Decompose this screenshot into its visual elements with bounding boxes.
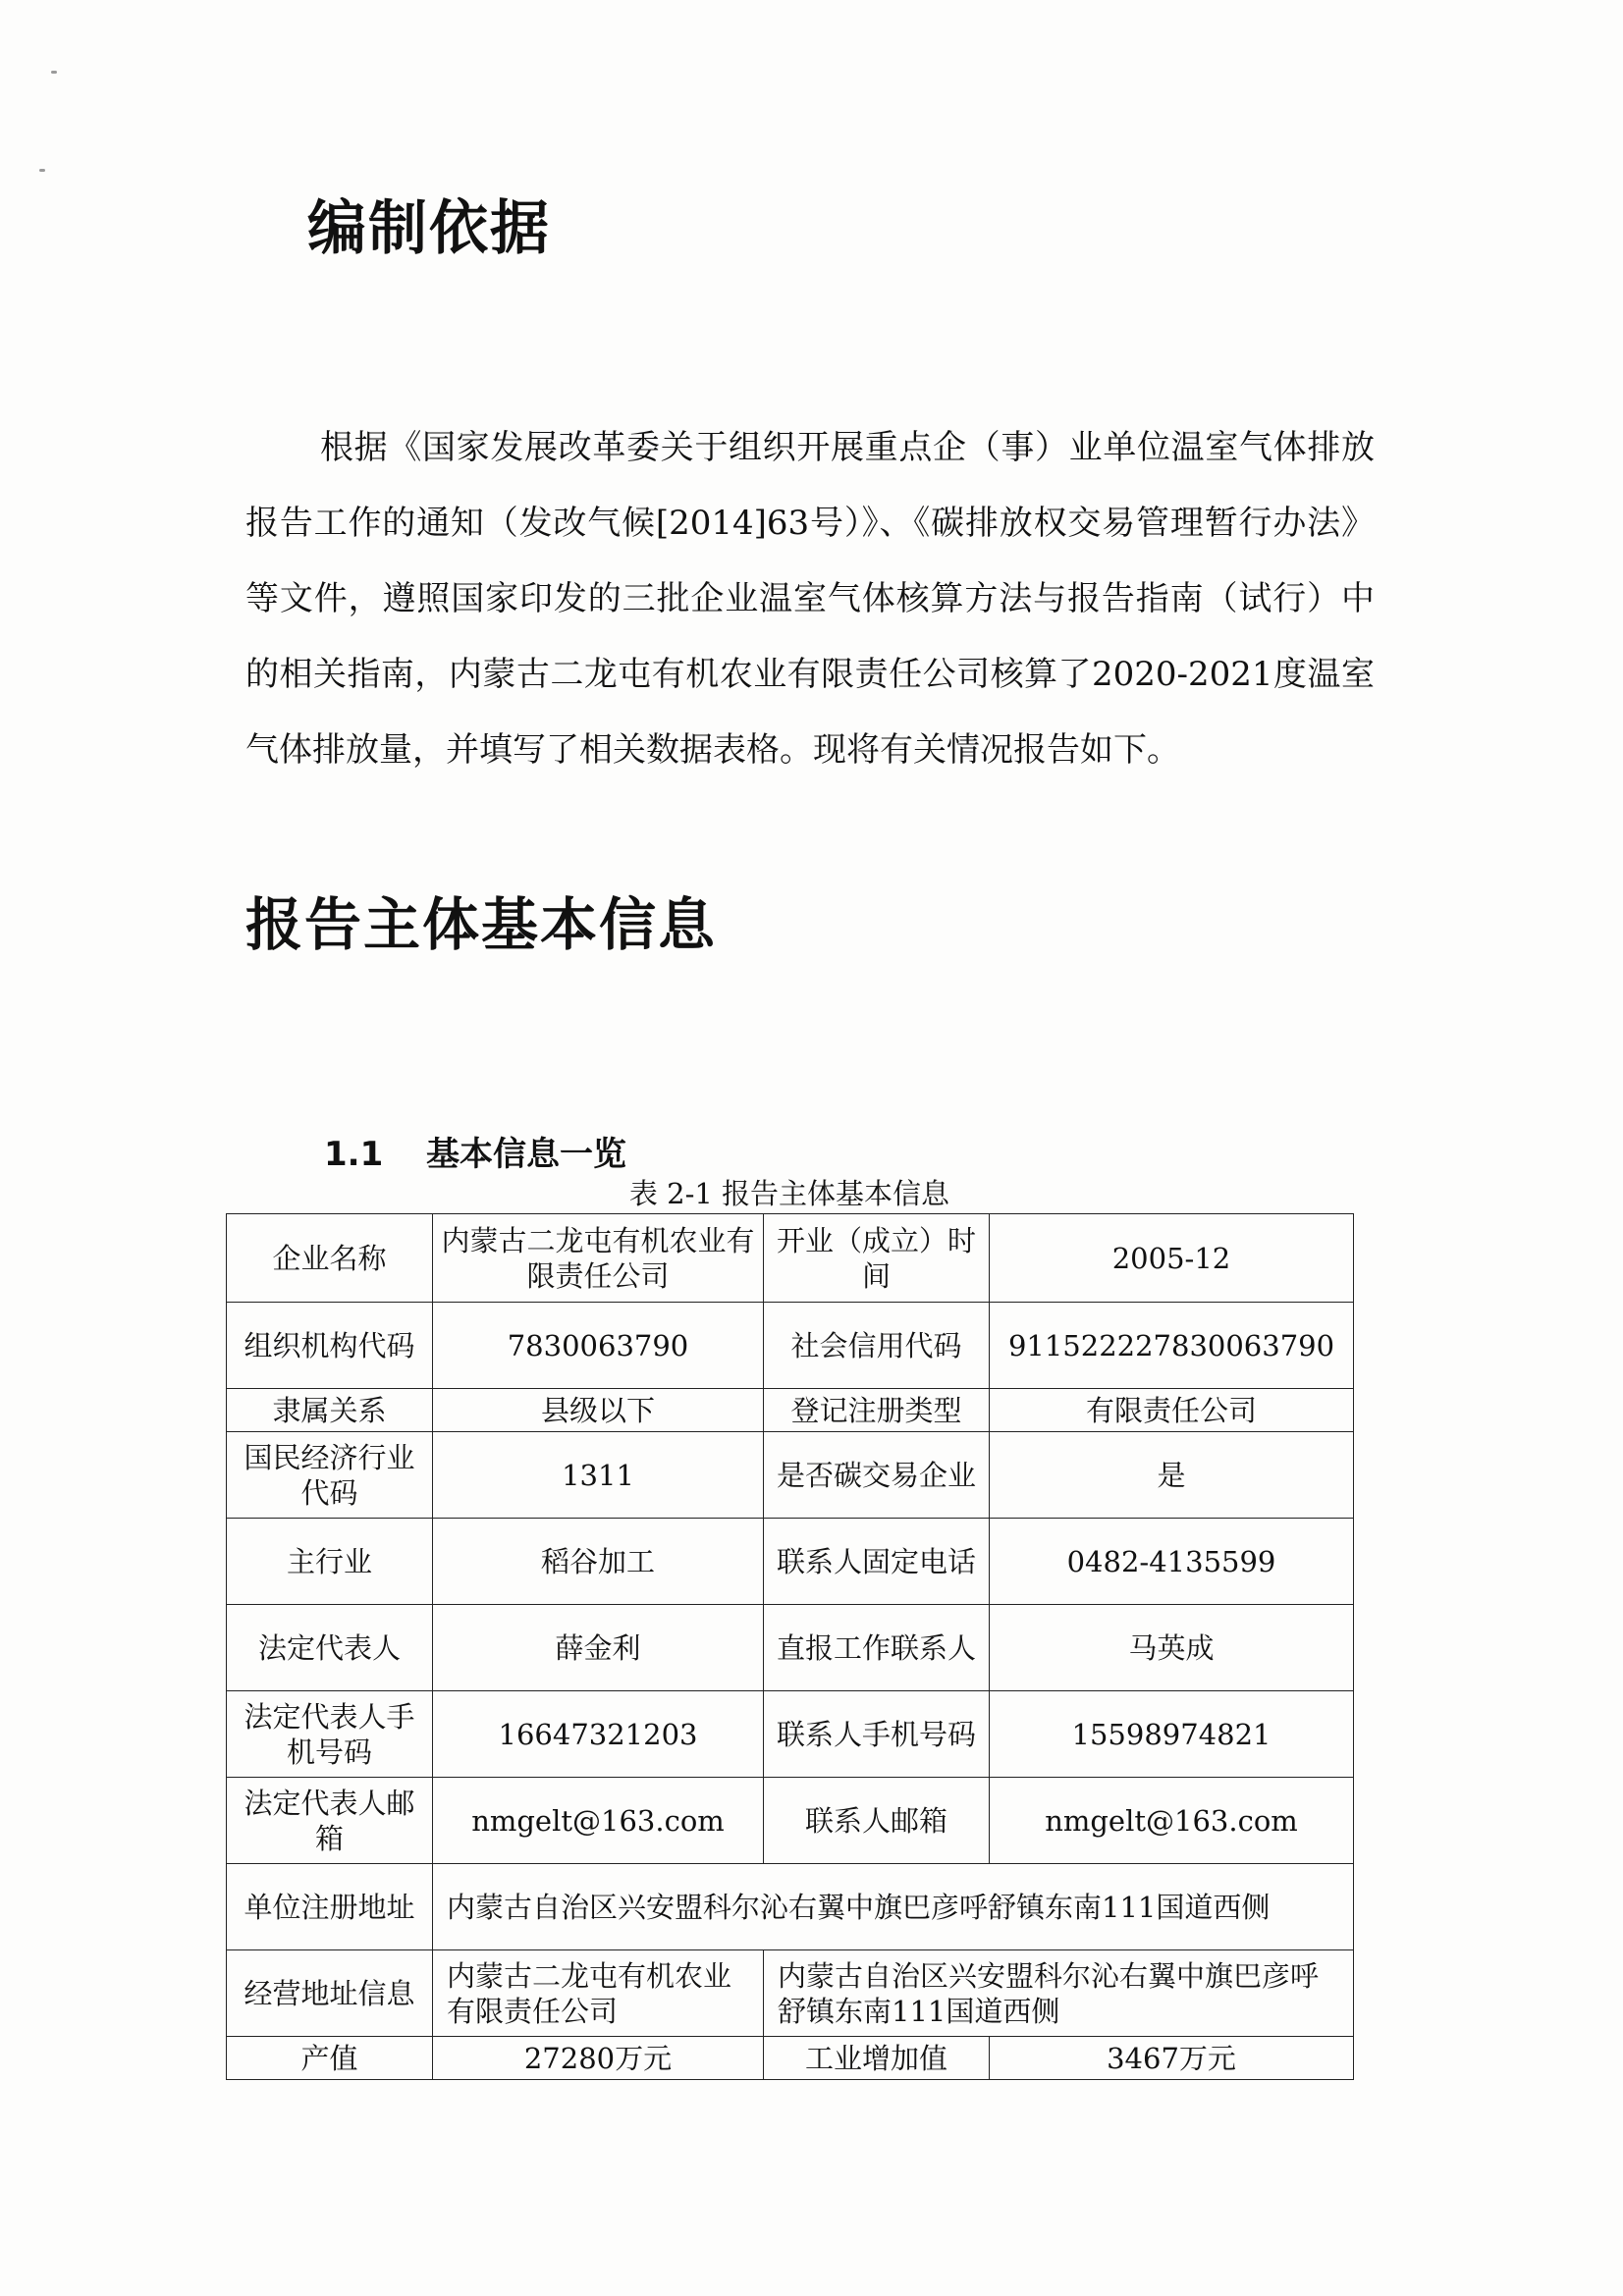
- heading-subject-info: 报告主体基本信息: [245, 891, 718, 958]
- label-cell: 产值: [227, 2037, 433, 2080]
- heading-basis: 编制依据: [307, 194, 551, 263]
- table-row: [227, 1950, 1354, 2037]
- label-cell: 社会信用代码: [764, 1303, 990, 1389]
- label-cell: 法定代表人手机号码: [227, 1691, 433, 1778]
- label-cell: 组织机构代码: [227, 1303, 433, 1389]
- value-cell: nmgelt@163.com: [433, 1778, 764, 1864]
- label-cell: 是否碳交易企业: [764, 1432, 990, 1519]
- table-row: [227, 1389, 1354, 1432]
- value-cell: 是: [990, 1432, 1354, 1519]
- scan-speck: [51, 71, 57, 74]
- value-cell: 15598974821: [990, 1691, 1354, 1778]
- registered-address-value: 内蒙古自治区兴安盟科尔沁右翼中旗巴彦呼舒镇东南111国道西侧: [433, 1864, 1354, 1950]
- value-cell: 稻谷加工: [433, 1519, 764, 1605]
- label-cell: 联系人邮箱: [764, 1778, 990, 1864]
- label-cell: 开业（成立）时间: [764, 1214, 990, 1303]
- scan-speck: [39, 169, 45, 172]
- label-cell: 工业增加值: [764, 2037, 990, 2080]
- subsection-heading: [324, 1127, 626, 1175]
- table-row: [227, 1519, 1354, 1605]
- label-cell: 经营地址信息: [227, 1950, 433, 2037]
- basis-paragraph: 根据《国家发展改革委关于组织开展重点企（事）业单位温室气体排放报告工作的通知（发改气候[2014]63号）》、《碳排放权交易管理暂行办法》等文件，遵照国家印发的三批企业温室气体核算方法与报告指南（试行）中的相关指南，内蒙古二龙屯有机农业有限责任公司核算了2020-2021度温室气体排放量，并填写了相关数据表格。现将有关情况报告如下。: [245, 428, 1375, 770]
- value-cell: 马英成: [990, 1605, 1354, 1691]
- business-address-value: 内蒙古自治区兴安盟科尔沁右翼中旗巴彦呼舒镇东南111国道西侧: [764, 1950, 1354, 2037]
- label-cell: 法定代表人邮箱: [227, 1778, 433, 1864]
- label-cell: 隶属关系: [227, 1389, 433, 1432]
- value-cell: 有限责任公司: [990, 1389, 1354, 1432]
- table-row: [227, 2037, 1354, 2080]
- value-cell: 3467万元: [990, 2037, 1354, 2080]
- label-cell: 国民经济行业代码: [227, 1432, 433, 1519]
- table-row: [227, 1214, 1354, 1303]
- label-cell: 联系人固定电话: [764, 1519, 990, 1605]
- table-caption: 表 2-1 报告主体基本信息: [628, 1177, 950, 1210]
- label-cell: 法定代表人: [227, 1605, 433, 1691]
- label-cell: 单位注册地址: [227, 1864, 433, 1950]
- label-cell: 主行业: [227, 1519, 433, 1605]
- label-cell: 登记注册类型: [764, 1389, 990, 1432]
- value-cell: 1311: [433, 1432, 764, 1519]
- value-cell: 16647321203: [433, 1691, 764, 1778]
- business-address-company: 内蒙古二龙屯有机农业有限责任公司: [433, 1950, 764, 2037]
- table-row: [227, 1432, 1354, 1519]
- label-cell: 企业名称: [227, 1214, 433, 1303]
- table-row: [227, 1778, 1354, 1864]
- subsection-title: 基本信息一览: [426, 1135, 626, 1174]
- table-row: [227, 1864, 1354, 1950]
- value-cell: 2005-12: [990, 1214, 1354, 1303]
- table-row: [227, 1605, 1354, 1691]
- basic-info-table: [226, 1213, 1354, 2080]
- value-cell: 内蒙古二龙屯有机农业有限责任公司: [433, 1214, 764, 1303]
- value-cell: 7830063790: [433, 1303, 764, 1389]
- value-cell: 县级以下: [433, 1389, 764, 1432]
- label-cell: 直报工作联系人: [764, 1605, 990, 1691]
- value-cell: 911522227830063790: [990, 1303, 1354, 1389]
- subsection-number: 1.1: [324, 1135, 384, 1174]
- label-cell: 联系人手机号码: [764, 1691, 990, 1778]
- table-row: [227, 1691, 1354, 1778]
- table-row: [227, 1303, 1354, 1389]
- value-cell: 27280万元: [433, 2037, 764, 2080]
- value-cell: nmgelt@163.com: [990, 1778, 1354, 1864]
- value-cell: 薛金利: [433, 1605, 764, 1691]
- value-cell: 0482-4135599: [990, 1519, 1354, 1605]
